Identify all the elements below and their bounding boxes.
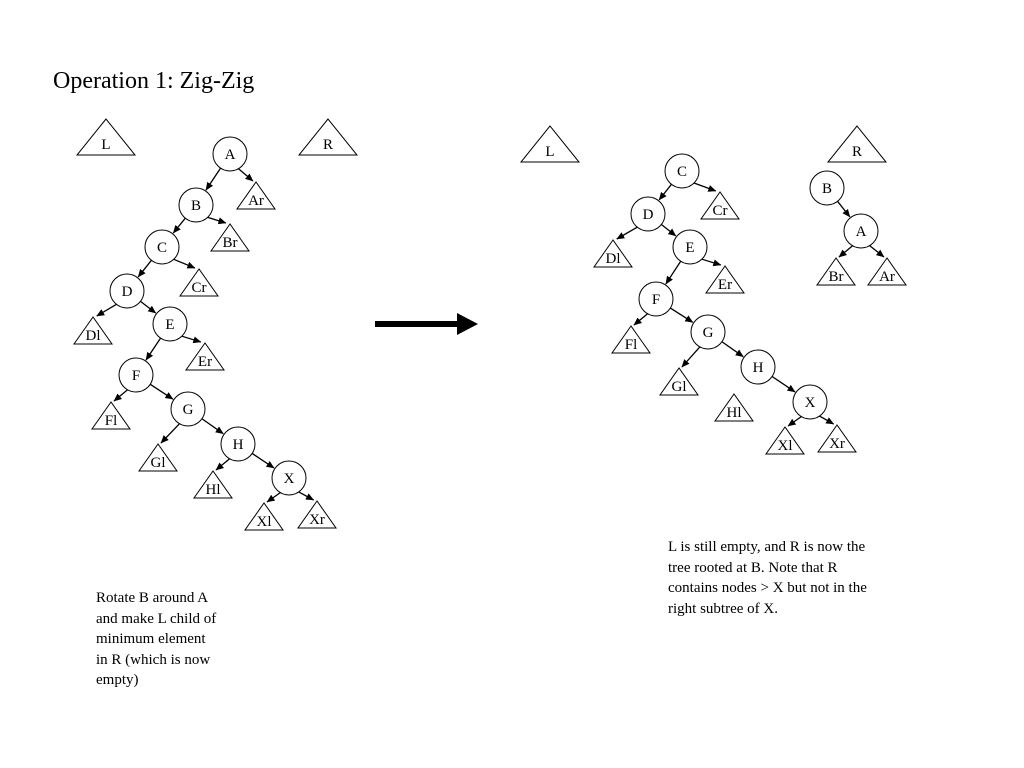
subtree-xr: [818, 425, 856, 452]
node-label: A: [224, 147, 236, 163]
edge-X-Xl: [267, 493, 280, 502]
edge-B-A: [838, 201, 850, 217]
node-h: [741, 350, 775, 384]
subtree-dl: [594, 240, 632, 267]
node-label: H: [752, 360, 764, 376]
edge-X-Xl: [788, 417, 801, 426]
edge-E-Er: [182, 336, 201, 342]
subtree-label: Fl: [624, 337, 638, 353]
subtree-label: Cr: [191, 280, 207, 296]
node-label: C: [676, 164, 688, 180]
container-label: R: [851, 144, 863, 160]
node-label: G: [182, 402, 194, 418]
subtree-ar: [868, 258, 906, 285]
edge-D-Dl: [97, 304, 117, 316]
subtree-xr: [298, 501, 336, 528]
node-label: E: [165, 317, 175, 333]
subtree-cr: [701, 192, 739, 219]
subtree-er: [706, 266, 744, 293]
edge-F-G: [150, 384, 173, 399]
edge-A-Br: [839, 246, 853, 257]
edge-C-Cr: [174, 259, 195, 268]
subtree-dl: [74, 317, 112, 344]
subtree-cr: [180, 269, 218, 296]
subtree-fl: [92, 402, 130, 429]
edge-D-E: [661, 225, 675, 236]
subtree-label: Br: [828, 269, 844, 285]
node-e: [153, 307, 187, 341]
node-label: E: [685, 240, 695, 256]
edge-A-B: [206, 168, 221, 190]
node-x: [793, 385, 827, 419]
node-d: [631, 197, 665, 231]
node-f: [119, 358, 153, 392]
container-label: L: [545, 144, 555, 160]
node-x: [272, 461, 306, 495]
node-label: G: [702, 325, 714, 341]
edge-G-H: [202, 419, 223, 434]
subtree-er: [186, 343, 224, 370]
edge-G-Gl: [161, 424, 180, 443]
edge-E-F: [666, 261, 681, 284]
subtree-label: Xl: [777, 438, 793, 454]
node-label: A: [855, 224, 867, 240]
edge-B-C: [173, 218, 185, 233]
node-label: D: [121, 284, 133, 300]
edge-A-Ar: [870, 246, 884, 257]
edge-B-Br: [208, 217, 226, 223]
node-label: X: [804, 395, 816, 411]
node-g: [171, 392, 205, 426]
subtree-hl: [715, 394, 753, 421]
subtree-br: [211, 224, 249, 251]
container-l: [521, 126, 579, 162]
edge-F-Fl: [634, 314, 648, 325]
subtree-gl: [660, 368, 698, 395]
subtree-label: Hl: [205, 482, 221, 498]
node-f: [639, 282, 673, 316]
container-r: [299, 119, 357, 155]
subtree-label: Ar: [879, 269, 895, 285]
edge-C-D: [138, 260, 151, 277]
container-l: [77, 119, 135, 155]
subtree-label: Br: [222, 235, 238, 251]
subtree-ar: [237, 182, 275, 209]
subtree-gl: [139, 444, 177, 471]
subtree-xl: [766, 427, 804, 454]
subtree-label: Hl: [726, 405, 742, 421]
subtree-label: Xr: [309, 512, 325, 528]
transition-arrow: [375, 313, 478, 335]
node-a: [844, 214, 878, 248]
subtree-label: Gl: [671, 379, 687, 395]
subtree-label: Cr: [712, 203, 728, 219]
edge-X-Xr: [299, 492, 314, 500]
edge-E-Er: [702, 259, 721, 265]
node-d: [110, 274, 144, 308]
container-label: L: [101, 137, 111, 153]
edge-F-G: [670, 308, 692, 322]
edge-F-Fl: [114, 390, 128, 401]
edge-H-X: [772, 376, 795, 391]
subtree-label: Gl: [150, 455, 166, 471]
edge-G-H: [722, 342, 743, 357]
page-title: Operation 1: Zig-Zig: [53, 68, 255, 94]
edge-D-Dl: [617, 227, 637, 239]
edge-C-D: [659, 184, 671, 200]
subtree-label: Er: [197, 354, 213, 370]
node-label: B: [821, 181, 833, 197]
node-a: [213, 137, 247, 171]
node-c: [145, 230, 179, 264]
subtree-label: Fl: [104, 413, 118, 429]
subtree-label: Er: [717, 277, 733, 293]
subtree-label: Dl: [605, 251, 621, 267]
subtree-label: Ar: [248, 193, 264, 209]
subtree-label: Xr: [829, 436, 845, 452]
edge-D-E: [140, 301, 155, 313]
node-label: B: [190, 198, 202, 214]
node-b: [179, 188, 213, 222]
container-r: [828, 126, 886, 162]
caption-right: L is still empty, and R is now the tree rooted at B. Note that R contains nodes > X but not in the right subtree of X.: [668, 539, 867, 617]
subtree-label: Dl: [85, 328, 101, 344]
node-c: [665, 154, 699, 188]
edge-C-Cr: [694, 183, 716, 191]
edge-G-Gl: [682, 347, 700, 367]
edge-E-F: [146, 338, 161, 360]
subtree-label: Xl: [256, 514, 272, 530]
node-g: [691, 315, 725, 349]
node-label: F: [651, 292, 661, 308]
edge-X-Xr: [820, 416, 834, 424]
container-label: R: [322, 137, 334, 153]
edge-H-Hl: [216, 459, 230, 470]
node-b: [810, 171, 844, 205]
node-label: H: [232, 437, 244, 453]
node-h: [221, 427, 255, 461]
subtree-fl: [612, 326, 650, 353]
node-label: C: [156, 240, 168, 256]
node-label: X: [283, 471, 295, 487]
node-e: [673, 230, 707, 264]
edge-H-X: [252, 453, 274, 468]
subtree-hl: [194, 471, 232, 498]
node-label: D: [642, 207, 654, 223]
subtree-br: [817, 258, 855, 285]
node-label: F: [131, 368, 141, 384]
caption-left: Rotate B around A and make L child of minimum element in R (which is now empty): [96, 590, 217, 688]
subtree-xl: [245, 503, 283, 530]
after-tree: [521, 126, 906, 454]
before-tree: [74, 119, 357, 530]
edge-A-Ar: [239, 169, 253, 181]
